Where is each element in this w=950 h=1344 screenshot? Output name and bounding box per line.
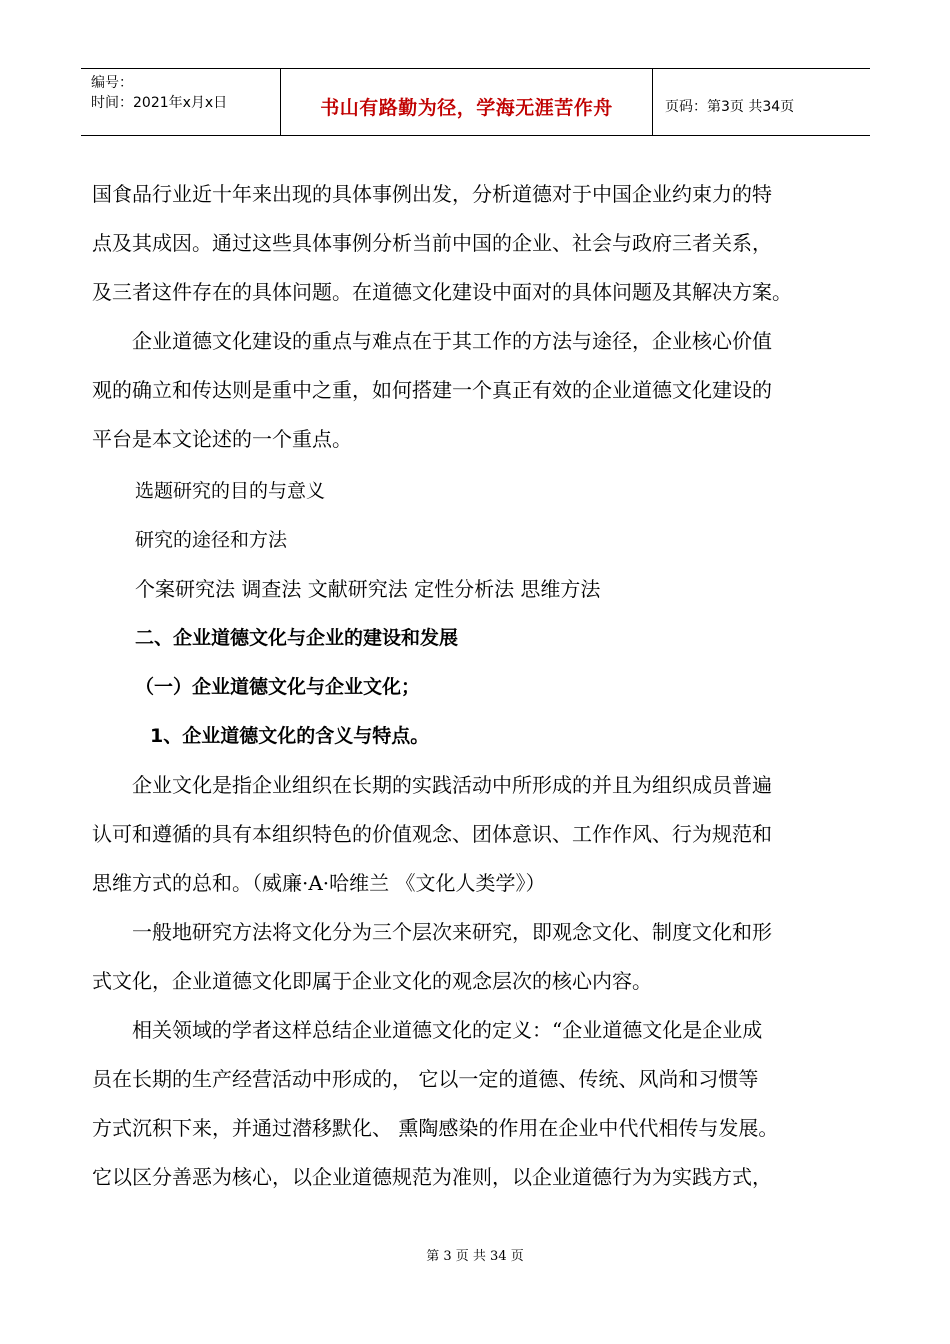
- paragraph-line: 它以区分善恶为核心，以企业道德规范为准则，以企业道德行为为实践方式，: [92, 1165, 772, 1189]
- motto-text: 书山有路勤为径，学海无涯苦作舟: [320, 96, 613, 119]
- page-footer: 第 3 页 共 34 页: [426, 1249, 524, 1264]
- paragraph-line: 式文化，企业道德文化即属于企业文化的观念层次的核心内容。: [92, 969, 652, 993]
- paragraph-line: 企业文化是指企业组织在长期的实践活动中所形成的并且为组织成员普遍: [132, 773, 772, 797]
- paragraph-line: 观的确立和传达则是重中之重，如何搭建一个真正有效的企业道德文化建设的: [92, 378, 772, 402]
- paragraph-line: 点及其成因。通过这些具体事例分析当前中国的企业、社会与政府三者关系，: [92, 231, 772, 255]
- paragraph-line: 平台是本文论述的一个重点。: [92, 427, 352, 451]
- page-info: 页码：第3页 共34页: [665, 99, 795, 115]
- methods-list: 个案研究法 调查法 文献研究法 定性分析法 思维方法: [135, 577, 601, 601]
- document-header: [81, 68, 870, 136]
- header-motto-cell: [281, 69, 653, 135]
- subsection-heading: （一）企业道德文化与企业文化；: [135, 676, 421, 698]
- section-heading: 选题研究的目的与意义: [135, 480, 326, 502]
- paragraph-line: 思维方式的总和。（威廉·A·哈维兰 《文化人类学》）: [92, 871, 546, 895]
- paragraph-line: 企业道德文化建设的重点与难点在于其工作的方法与途径，企业核心价值: [132, 329, 772, 353]
- paragraph-line: 方式沉积下来，并通过潜移默化、 熏陶感染的作用在企业中代代相传与发展。: [92, 1116, 779, 1140]
- header-page-cell: [653, 69, 870, 135]
- subsection-heading: 1、企业道德文化的含义与特点。: [150, 725, 430, 747]
- section-heading: 研究的途径和方法: [135, 529, 288, 551]
- header-meta-cell: [81, 69, 281, 135]
- number-label: 编号：: [91, 75, 133, 91]
- paragraph-line: 国食品行业近十年来出现的具体事例出发，分析道德对于中国企业约束力的特: [92, 182, 772, 206]
- paragraph-line: 员在长期的生产经营活动中形成的， 它以一定的道德、传统、风尚和习惯等: [92, 1067, 759, 1091]
- paragraph-line: 一般地研究方法将文化分为三个层次来研究，即观念文化、制度文化和形: [132, 920, 772, 944]
- time-label: 时间：2021年x月x日: [91, 95, 228, 111]
- paragraph-line: 及三者这件存在的具体问题。在道德文化建设中面对的具体问题及其解决方案。: [92, 280, 792, 304]
- chapter-heading: 二、企业道德文化与企业的建设和发展: [135, 627, 459, 649]
- paragraph-line: 相关领域的学者这样总结企业道德文化的定义：“企业道德文化是企业成: [132, 1018, 763, 1042]
- paragraph-line: 认可和遵循的具有本组织特色的价值观念、团体意识、工作作风、行为规范和: [92, 822, 772, 846]
